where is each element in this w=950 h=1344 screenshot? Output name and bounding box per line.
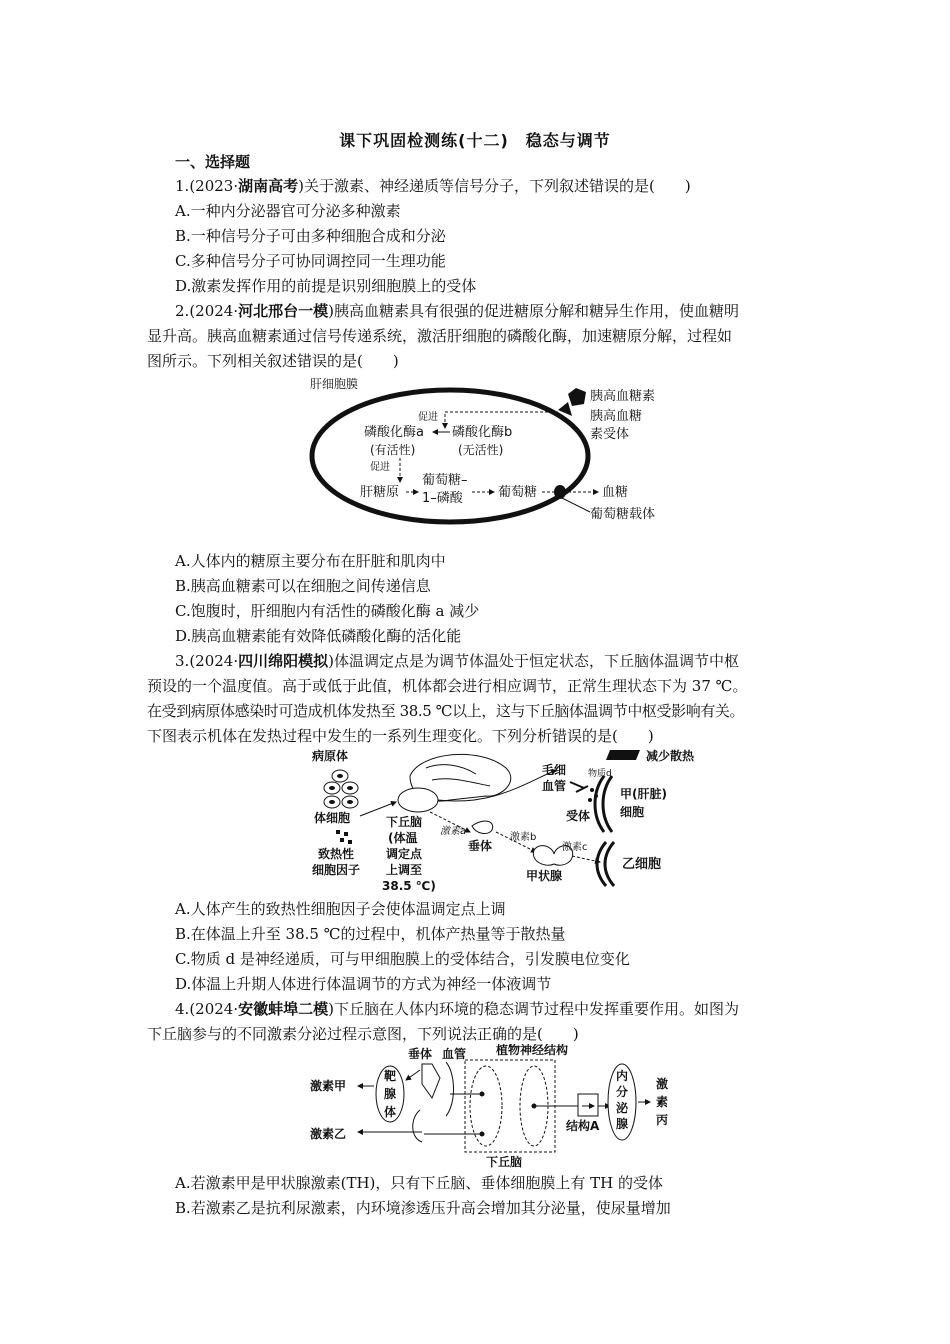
body-cells-graphic	[324, 770, 358, 808]
nerve-ending	[570, 782, 588, 792]
option-a: A.若激素甲是甲状腺激素(TH)，只有下丘脑、垂体细胞膜上有 TH 的受体	[175, 1174, 664, 1192]
hormone-c-char: 素	[656, 1095, 669, 1109]
g1p-label-2: 1–磷酸	[422, 491, 463, 506]
question-source-prefix: (2024·	[189, 302, 239, 320]
pyrogen-dots	[336, 830, 352, 844]
option-a: A.人体产生的致热性细胞因子会使体温调定点上调	[175, 900, 506, 918]
pituitary-label: 垂体	[468, 839, 493, 853]
receptor-label-2: 素受体	[590, 427, 630, 442]
hormone-c-char: 丙	[656, 1113, 669, 1127]
option-c: C.多种信号分子可协同调控同一生理功能	[175, 252, 446, 270]
carrier-pointer	[562, 498, 590, 512]
question-4-text-line: 下丘脑参与的不同激素分泌过程示意图，下列说法正确的是( )	[147, 1025, 579, 1043]
less-heat-label: 减少散热	[646, 749, 695, 763]
option-c: C.物质 d 是神经递质，可与甲细胞膜上的受体结合，引发膜电位变化	[175, 950, 630, 968]
carrier-label: 葡萄糖载体	[590, 507, 656, 522]
question-text: )关于激素、神经递质等信号分子，下列叙述错误的是( )	[298, 177, 691, 195]
enzyme-b-state: (无活性)	[458, 443, 504, 457]
structure-a-label: 结构A	[566, 1119, 600, 1133]
fever-regulation-figure	[300, 746, 700, 898]
endocrine-char: 分	[616, 1085, 629, 1099]
page-title: 课下巩固检测练(十二) 稳态与调节	[339, 131, 611, 150]
enzyme-a-label: 磷酸化酶a	[364, 425, 424, 440]
enzyme-b-label: 磷酸化酶b	[452, 425, 513, 440]
vessel-label: 血管	[442, 1047, 467, 1061]
option-d: D.体温上升期人体进行体温调节的方式为神经一体液调节	[175, 975, 552, 993]
question-number: 4.	[175, 1000, 190, 1018]
question-source: 四川绵阳模拟	[238, 652, 329, 670]
option-d: D.胰高血糖素能有效降低磷酸化酶的活化能	[175, 627, 462, 645]
arrow-to-hypothalamus	[360, 802, 396, 816]
capillary-shape	[606, 750, 640, 760]
question-source: 安徽蚌埠二模	[238, 1000, 329, 1018]
liver-cell-label-2: 细胞	[620, 805, 645, 819]
body-cell-label: 体细胞	[314, 811, 351, 825]
option-a: A.人体内的糖原主要分布在肝脏和肌肉中	[175, 552, 446, 570]
blood-sugar-label: 血糖	[602, 485, 629, 500]
arrow-to-target	[406, 1070, 420, 1080]
option-a: A.一种内分泌器官可分泌多种激素	[175, 202, 401, 220]
structure-a-box	[578, 1094, 598, 1116]
endocrine-char: 腺	[616, 1117, 629, 1131]
glucagon-molecule	[568, 388, 586, 406]
enzyme-a-state: (有活性)	[370, 443, 416, 457]
hormone-b-label: 激素乙	[310, 1127, 347, 1141]
pathogen-label: 病原体	[312, 749, 349, 763]
pituitary-shape	[422, 1064, 440, 1098]
cell-b-membrane	[597, 842, 614, 886]
hormone-a-label: 激素a	[440, 826, 467, 837]
question-text: )胰高血糖素具有很强的促进糖原分解和糖异生作用，使血糖明	[328, 302, 739, 320]
promote-label-2: 促进	[370, 462, 390, 473]
question-source-prefix: (2024·	[189, 652, 239, 670]
question-text: )体温调定点是为调节体温处于恒定状态，下丘脑体温调节中枢	[328, 652, 739, 670]
thyroid-label: 甲状腺	[526, 869, 563, 883]
option-c: C.饱腹时，肝细胞内有活性的磷酸化酶 a 减少	[175, 602, 480, 620]
membrane-label: 肝细胞膜	[310, 377, 359, 391]
cell-a-membrane	[595, 776, 612, 832]
hypothalamus-hormone-figure	[300, 1044, 690, 1170]
pyrogen-label-2: 细胞因子	[312, 863, 361, 877]
question-4-stem	[175, 998, 855, 1020]
glucagon-label: 胰高血糖素	[590, 389, 656, 404]
hypothalamus-label-5: 38.5 ℃)	[382, 879, 436, 893]
hypothalamus-label-3: 调定点	[386, 847, 423, 861]
question-3-text-line: 下图表示机体在发热过程中发生的一系列生理变化。下列分析错误的是( )	[147, 727, 654, 745]
hormone-c-char: 激	[656, 1077, 669, 1091]
option-b: B.在体温上升至 38.5 ℃的过程中，机体产热量等于散热量	[175, 925, 566, 943]
option-b: B.若激素乙是抗利尿激素，内环境渗透压升高会增加其分泌量，使尿量增加	[175, 1199, 671, 1217]
promote-label-1: 促进	[418, 412, 438, 423]
option-d: D.激素发挥作用的前提是识别细胞膜上的受体	[175, 277, 477, 295]
hypothalamus-shape	[398, 788, 438, 812]
target-gland-char: 靶	[384, 1069, 397, 1083]
question-source: 河北邢台一模	[238, 302, 329, 320]
question-number: 2.	[175, 302, 190, 320]
section-heading: 一、选择题	[175, 153, 251, 171]
option-b: B.胰高血糖素可以在细胞之间传递信息	[175, 577, 431, 595]
hypothalamus-label: 下丘脑	[486, 1155, 523, 1169]
question-source-prefix: (2024·	[189, 1000, 239, 1018]
hypothalamus-label-1: 下丘脑	[386, 815, 423, 829]
question-number: 1.	[175, 177, 190, 195]
question-number: 3.	[175, 652, 190, 670]
hypothalamus-label-2: (体温	[388, 831, 418, 845]
posterior-pituitary	[413, 1110, 422, 1142]
capillary-label-2: 血管	[542, 779, 567, 793]
question-2-text-line: 图所示。下列相关叙述错误的是( )	[147, 352, 399, 370]
option-b: B.一种信号分子可由多种细胞合成和分泌	[175, 227, 446, 245]
hormone-c-label: 激素c	[562, 842, 588, 853]
glucagon-pathway-figure	[300, 372, 680, 534]
vessel-line	[446, 1062, 454, 1116]
capillary-label-1: 毛细	[542, 763, 567, 777]
hormone-b-label: 激素b	[510, 832, 537, 843]
pyrogen-label-1: 致热性	[318, 847, 355, 861]
receptor-label-1: 胰高血糖	[590, 409, 643, 424]
question-2-text-line: 显升高。胰高血糖素通过信号传递系统，激活肝细胞的磷酸化酶，加速糖原分解，过程如	[147, 327, 733, 345]
pituitary-shape	[472, 821, 493, 833]
question-3-stem	[175, 650, 855, 672]
hypothalamus-label-4: 上调至	[386, 863, 423, 877]
glucose-carrier	[554, 485, 566, 499]
question-source: 湖南高考	[238, 177, 299, 195]
question-source-prefix: (2023·	[189, 177, 239, 195]
substance-d-label: 物质d	[588, 769, 612, 779]
hormone-a-label: 激素甲	[310, 1079, 347, 1093]
target-gland-char: 腺	[384, 1087, 397, 1101]
question-1-stem	[175, 175, 855, 197]
question-text: )下丘脑在人体内环境的稳态调节过程中发挥重要作用。如图为	[328, 1000, 739, 1018]
question-2-stem	[175, 300, 855, 322]
g1p-label-1: 葡萄糖–	[422, 473, 468, 488]
target-gland-char: 体	[384, 1105, 397, 1119]
glucose-label: 葡萄糖	[498, 485, 538, 500]
cell-b-label: 乙细胞	[622, 857, 662, 872]
pituitary-label: 垂体	[408, 1047, 433, 1061]
endocrine-char: 泌	[616, 1101, 629, 1115]
autonomic-label: 植物神经结构	[496, 1044, 569, 1057]
question-3-text-line: 预设的一个温度值。高于或低于此值，机体都会进行相应调节，正常生理状态下为 37 ℃。	[147, 677, 748, 695]
question-3-text-line: 在受到病原体感染时可造成机体发热至 38.5 ℃以上，这与下丘脑体温调节中枢受影响有关。	[147, 702, 745, 720]
receptor-label: 受体	[566, 809, 591, 823]
endocrine-char: 内	[616, 1069, 629, 1083]
glycogen-label: 肝糖原	[360, 485, 400, 500]
liver-cell-label-1: 甲(肝脏)	[620, 787, 667, 801]
